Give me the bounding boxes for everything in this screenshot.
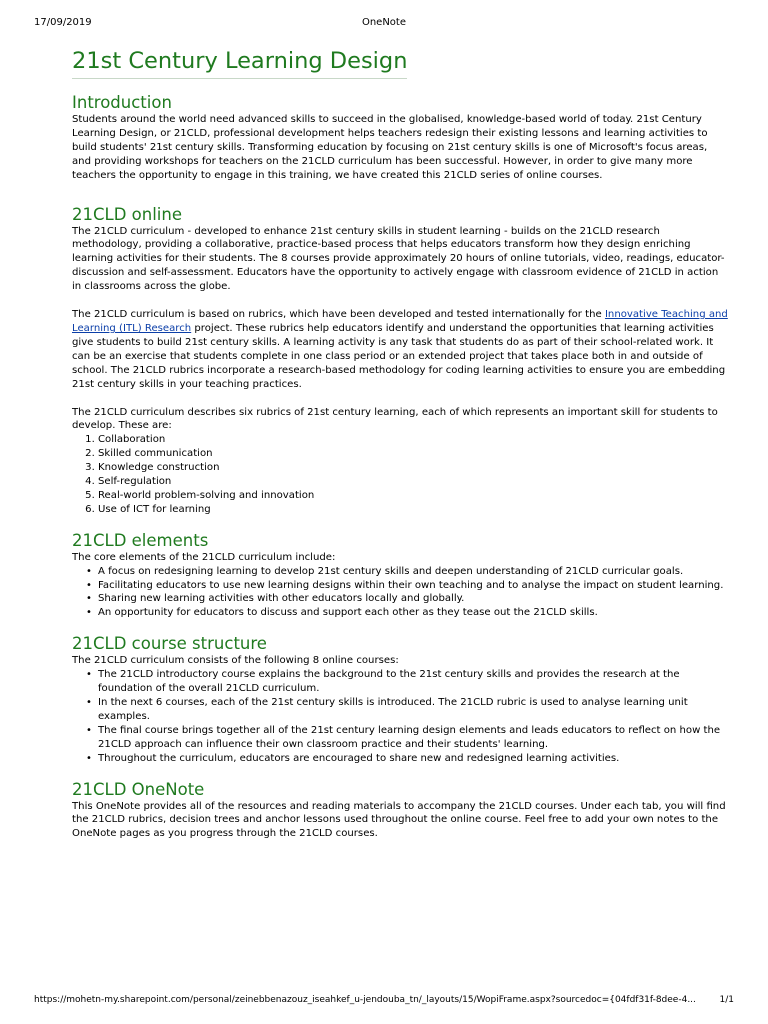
section-21cld-course-structure: [72, 634, 728, 765]
list-item: 5. Real-world problem-solving and innovation: [98, 489, 728, 503]
heading-21cld-course-structure: 21CLD course structure: [72, 634, 267, 654]
itl-research-link[interactable]: Innovative Teaching and Learning (ITL) Research: [72, 309, 728, 334]
list-item: • Facilitating educators to use new learning designs within their own teaching and to analyse the impact on student learning.: [86, 579, 728, 593]
onenote-page: [72, 48, 728, 841]
list-item: 3. Knowledge construction: [98, 461, 728, 475]
heading-21cld-elements: 21CLD elements: [72, 530, 209, 550]
heading-introduction: Introduction: [72, 93, 172, 112]
intro-paragraph: Students around the world need advanced skills to succeed in the globalised, knowledge-based world of today. 21st Century Learning Design, or 21CLD, professional development helps teachers redesign their existing lessons and learning activities to build students' 21st century skills. Transforming education by focusing on 21st century skills is one of Microsoft's focus areas, and providing workshops for teachers on the 21CLD curriculum has been successful. However, in order to give many more teachers the opportunity to engage in this training, we have created this 21CLD series of online courses.: [72, 114, 708, 181]
online-paragraph-3: The 21CLD curriculum describes six rubrics of 21st century learning, each of which represents an important skill for students to develop. These are:: [72, 406, 718, 432]
list-item: • An opportunity for educators to discuss and support each other as they tease out the 21CLD skills.: [86, 606, 728, 620]
list-item: 6. Use of ICT for learning: [98, 503, 728, 517]
elements-list: [72, 565, 728, 621]
online-paragraph-2: [72, 308, 728, 391]
list-item: • A focus on redesigning learning to develop 21st century skills and deepen understanding of 21CLD curricular goals.: [86, 565, 728, 579]
heading-21cld-onenote: 21CLD OneNote: [72, 779, 205, 799]
list-item: 4. Self-regulation: [98, 475, 728, 489]
section-21cld-elements: [72, 531, 728, 621]
elements-lead: The core elements of the 21CLD curriculum include:: [72, 551, 336, 563]
section-21cld-onenote: [72, 780, 728, 842]
list-item: • In the next 6 courses, each of the 21st century skills is introduced. The 21CLD rubric is used to analyse learning unit examples.: [86, 696, 728, 724]
section-21cld-online: [72, 205, 728, 517]
print-date: 17/09/2019: [34, 17, 92, 28]
list-item: • The final course brings together all of the 21st century learning design elements and leads educators to reflect on how the 21CLD approach can influence their own classroom practice and their students' learning.: [86, 724, 728, 752]
rubrics-list: [72, 433, 728, 516]
list-item: • Throughout the curriculum, educators are encouraged to share new and redesigned learning activities.: [86, 752, 728, 766]
heading-21cld-online: 21CLD online: [72, 204, 182, 224]
onenote-paragraph: This OneNote provides all of the resources and reading materials to accompany the 21CLD courses. Under each tab, you will find the 21CLD rubrics, decision trees and anchor lessons used throughout the online course. Feel free to add your own notes to the OneNote pages as you progress through the 21CLD courses.: [72, 800, 726, 840]
print-footer: [34, 995, 734, 1009]
list-item: • The 21CLD introductory course explains the background to the 21st century skills and provides the research at the foundation of the overall 21CLD curriculum.: [86, 668, 728, 696]
list-item: 2. Skilled communication: [98, 447, 728, 461]
print-header: [34, 17, 734, 31]
online-p2-before: The 21CLD curriculum is based on rubrics, which have been developed and tested internationally for the: [72, 309, 605, 321]
list-item: 1. Collaboration: [98, 433, 728, 447]
section-introduction: [72, 93, 728, 183]
print-url: https://mohetn-my.sharepoint.com/personal/zeinebbenazouz_iseahkef_u-jendouba_tn/_layouts/15/WopiFrame.aspx?sourcedoc={04fdf31f-8dee-4...: [34, 995, 696, 1005]
print-app-name: OneNote: [361, 17, 407, 28]
print-page-number: 1/1: [719, 995, 734, 1005]
list-item: • Sharing new learning activities with other educators locally and globally.: [86, 592, 728, 606]
structure-lead: The 21CLD curriculum consists of the following 8 online courses:: [72, 655, 399, 667]
online-paragraph-1: The 21CLD curriculum - developed to enhance 21st century skills in student learning - builds on the 21CLD research methodology, providing a collaborative, practice-based process that helps educators transform how they design enriching learning activities for their students. The 8 courses provide approximately 20 hours of online tutorials, video, readings, educator-discussion and self-assessment. Educators have the opportunity to actively engage with classroom evidence of 21CLD in action in classrooms across the globe.: [72, 225, 725, 293]
page-title: 21st Century Learning Design: [72, 48, 407, 79]
online-p2-after: project. These rubrics help educators identify and understand the opportunities that learning activities give students to build 21st century skills. A learning activity is any task that students do as part of their school-related work. It can be an exercise that students complete in one class period or an extended project that takes place both in and outside of school. The 21CLD rubrics incorporate a research-based methodology for coding learning activities to ensure you are embedding 21st century skills in your teaching practices.: [72, 322, 726, 390]
structure-list: [72, 668, 728, 765]
